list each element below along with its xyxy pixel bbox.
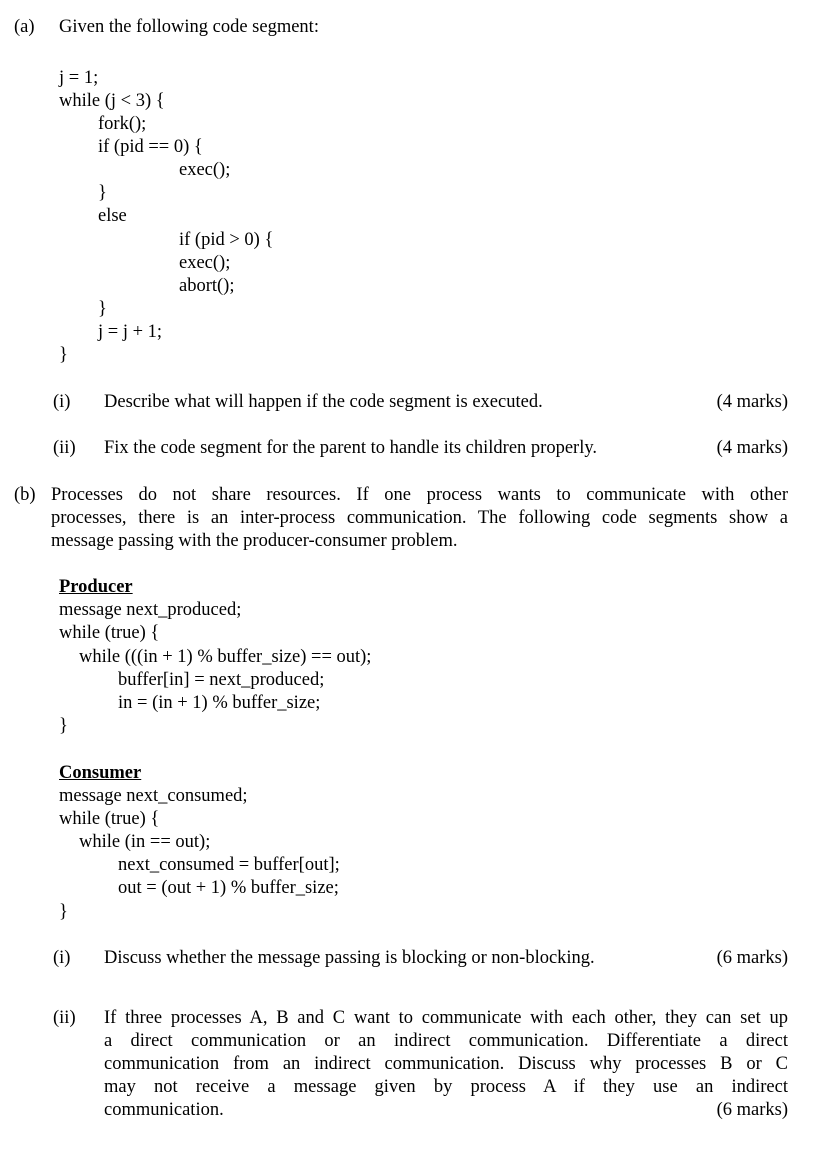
- question-marks: (6 marks): [716, 948, 788, 968]
- code-line: }: [59, 716, 68, 736]
- code-line: while (((in + 1) % buffer_size) == out);: [79, 647, 372, 667]
- question-text: Describe what will happen if the code segment is executed.: [104, 392, 543, 412]
- part-a-intro: Given the following code segment:: [59, 17, 319, 37]
- code-line: while (true) {: [59, 809, 160, 829]
- intro-line: processes, there is an inter-process communication. The following code segments show a: [51, 508, 788, 528]
- question-line: communication from an indirect communication. Discuss why processes B or C: [104, 1054, 788, 1074]
- code-line: next_consumed = buffer[out];: [118, 855, 340, 875]
- code-line: exec();: [179, 160, 231, 180]
- code-line: if (pid > 0) {: [179, 230, 274, 250]
- question-line: If three processes A, B and C want to communicate with each other, they can set up: [104, 1008, 788, 1028]
- part-b-intro: [51, 484, 788, 553]
- code-line: exec();: [179, 253, 231, 273]
- code-line: while (j < 3) {: [59, 91, 165, 111]
- part-a-label: (a): [14, 17, 35, 37]
- question-number: (i): [53, 948, 71, 968]
- question-line: a direct communication or an indirect communication. Differentiate a direct: [104, 1031, 788, 1051]
- code-line: if (pid == 0) {: [98, 137, 203, 157]
- code-line: }: [98, 183, 107, 203]
- question-marks: (4 marks): [716, 392, 788, 412]
- question-text: Fix the code segment for the parent to handle its children properly.: [104, 438, 598, 458]
- code-line: }: [59, 345, 68, 365]
- code-line: j = 1;: [59, 68, 99, 88]
- code-line: while (in == out);: [79, 832, 211, 852]
- code-line: }: [98, 299, 107, 319]
- question-text: [104, 1007, 788, 1122]
- code-line: abort();: [179, 276, 235, 296]
- code-line: message next_produced;: [59, 600, 242, 620]
- code-line: }: [59, 902, 68, 922]
- code-line: while (true) {: [59, 623, 160, 643]
- part-b-label: (b): [14, 485, 36, 505]
- code-line: in = (in + 1) % buffer_size;: [118, 693, 321, 713]
- code-line: buffer[in] = next_produced;: [118, 670, 325, 690]
- code-line: j = j + 1;: [98, 322, 163, 342]
- question-line: communication.: [104, 1100, 224, 1120]
- question-text: Discuss whether the message passing is blocking or non-blocking.: [104, 948, 595, 968]
- consumer-heading: Consumer: [59, 763, 142, 783]
- code-line: else: [98, 206, 127, 226]
- intro-line: Processes do not share resources. If one process wants to communicate with other: [51, 485, 788, 505]
- intro-line: message passing with the producer-consumer problem.: [51, 531, 458, 551]
- question-line: may not receive a message given by process A if they use an indirect: [104, 1077, 788, 1097]
- producer-heading: Producer: [59, 577, 133, 597]
- question-number: (ii): [53, 1008, 76, 1028]
- code-line: out = (out + 1) % buffer_size;: [118, 878, 339, 898]
- question-marks: (4 marks): [716, 438, 788, 458]
- code-line: fork();: [98, 114, 147, 134]
- question-marks: (6 marks): [716, 1100, 788, 1120]
- question-number: (ii): [53, 438, 76, 458]
- question-number: (i): [53, 392, 71, 412]
- code-line: message next_consumed;: [59, 786, 248, 806]
